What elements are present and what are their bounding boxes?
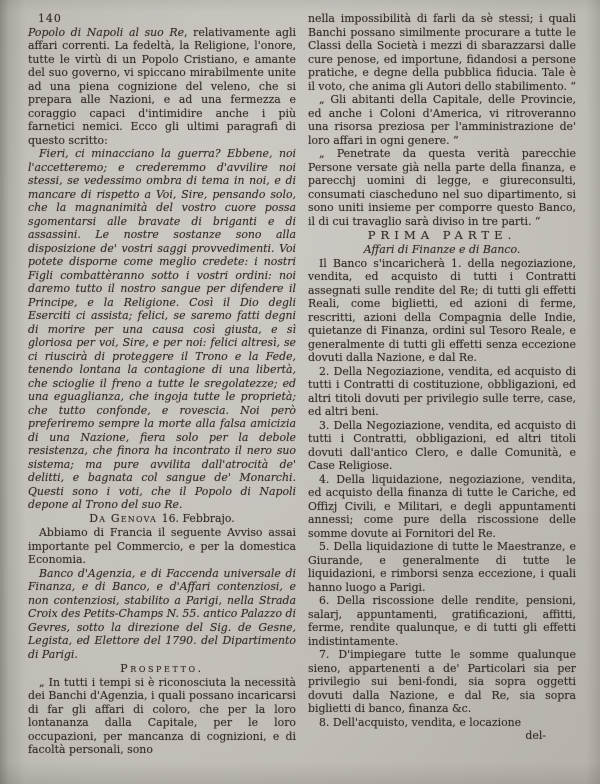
- two-column-layout: [28, 12, 584, 757]
- text-paragraph: 2. Della Negoziazione, vendita, ed acquisto di tutti i Contratti di costituzione, obbligazioni, ed altri titoli dovuti per privilegio sulle terre, case, ed altri beni.: [308, 364, 576, 418]
- text-run: 16. Febbrajo.: [161, 512, 235, 525]
- text-paragraph: „ Penetrate da questa verità parecchie Persone versate già nella parte della finanza, e parecchj uomini di legge, e giureconsulti, consumati ciascheduno nel suo dipartimento, si sono uniti insieme per comporre questo Banco, il di cui travaglio sarà diviso in tre parti. “: [308, 147, 576, 228]
- text-paragraph: 5. Della liquidazione di tutte le Maestranze, e Giurande, e generalmente di tutte le liquidazioni, e rimborsi senza eccezione, i quali hanno luogo a Parigi.: [308, 540, 576, 594]
- text-paragraph: 3. Della Negoziazione, vendita, ed acquisto di tutti i Contratti, obbligazioni, ed altri titoli dovuti dall'antico Clero, e dalle Comunità, e Case Religiose.: [308, 418, 576, 472]
- right-column-text: [308, 12, 576, 743]
- text-paragraph: Abbiamo di Francia il seguente Avviso assai importante pel Commercio, e per la domestica Economia.: [28, 526, 296, 566]
- left-column: [28, 12, 296, 757]
- section-heading: Prospetto.: [120, 661, 204, 675]
- section-heading: PRIMA PARTE.: [367, 227, 517, 242]
- text-run: Da Genova: [89, 512, 162, 525]
- text-paragraph: Il Banco s'incaricherà 1. della negoziazione, vendita, ed acquisto di tutti i Contratti assegnati sulle rendite del Re; di tutti gli effetti Reali, come biglietti, ed azioni di ferme, rescritti, azioni della Compagnia delle Indie, quietanze di Finanza, ordini sul Tesoro Reale, e generalmente di tutti gli effetti senza eccezione dovuti dalla Nazione, e dal Re.: [308, 256, 576, 364]
- text-paragraph: „ In tutti i tempi si è riconosciuta la necessità dei Banchi d'Agenzia, i quali possano incaricarsi di far gli affari di coloro, che per la loro lontananza dalla Capitale, per le loro occupazioni, per mancanza di cognizioni, e di facoltà personali, sono: [28, 675, 296, 756]
- section-heading: Affari di Finanze e di Banco.: [363, 242, 521, 256]
- catchword: del-: [525, 729, 546, 742]
- text-run: , relativamente agli affari correnti. La fedeltà, la Religione, l'onore, tutte le virtù di un Popolo Cristiano, e amante del suo governo, vi spiccano mirabilmente unite ad una piena cognizione del veleno, che si prepara alle Nazioni, e ad una fermezza e coraggio capaci d'intimidire anche i più farnetici nemici. Ecco gli ultimi paragrafi di questo scritto:: [28, 25, 296, 147]
- section-heading: [28, 512, 296, 526]
- text-run: Popolo di Napoli al suo Re: [28, 25, 185, 39]
- text-paragraph: 7. D'impiegare tutte le somme qualunque sieno, appartenenti a de' Particolari sia per privilegio sui beni-fondi, sia sopra oggetti dovuti dalla Nazione, e dal Re, sia sopra biglietti di banco, finanza &c.: [308, 648, 576, 715]
- text-paragraph: 6. Della riscossione delle rendite, pensioni, salarj, appuntamenti, gratificazioni, affitti, ferme, rendite qualunque, e di tutti gli effetti indistintamente.: [308, 594, 576, 648]
- text-paragraph: Fieri, ci minacciano la guerra? Ebbene, noi l'accetteremo; e crederemmo d'avvilire noi stessi, se vedessimo ombra di tema in noi, e di mancare di rispetto a Voi, Sire, pensando solo, che la magnanimità del vostro cuore possa sgomentarsi alle bravate di briganti e di assassini. Le nostre sostanze sono alla disposizione de' vostri saggi provvedimenti. Voi potete disporne come meglio credete: i nostri Figli combattèranno sotto i vostri ordini: noi daremo tutto il nostro sangue per difendere il Principe, e la Religione. Così il Dio degli Eserciti ci assista; felici, se saremo fatti degni di morire per una causa così giusta, e sì gloriosa per voi, Sire, e per noi: felici altresì, se ci riuscirà di proteggere il Trono e la Fede, tenendo lontana la contagione di una libertà, che scioglie il freno a tutte le sregolatezze; ed una eguaglianza, che ingoja tutte le proprietà; che tutto confonde, e rovescia. Noi però preferiremo sempre la morte alla falsa amicizia di una Nazione, fiera solo per la debole resistenza, che finora ha incontrato il nero suo sistema; ma pure avvilita dall'atrocità de' delitti, e bagnata col sangue de' Monarchi. Questi sono i voti, che il Popolo di Napoli depone al Trono del suo Re.: [28, 147, 296, 511]
- text-paragraph: [28, 26, 296, 148]
- text-paragraph: 4. Della liquidazione, negoziazione, vendita, ed acquisto della finanza di tutte le Cariche, ed Offizj Civili, e Militari, e degli appuntamenti annessi; come pure della riscossione delle somme dovute ai Fornitori del Re.: [308, 472, 576, 540]
- text-paragraph: nella impossibilità di farli da sè stessi; i quali Banchi possano similmente procurare a tutte le Classi della Società i mezzi di sbarazzarsi dalle cure penose, ed importune, fidandosi a persone pratiche, e degne della pubblica fiducia. Tale è il voto, che anima gli Autori dello stabilimento. “: [308, 12, 576, 93]
- text-paragraph: Banco d'Agenzia, e di Faccenda universale di Finanza, e di Banco, e d'Affari contenziosi, e non contenziosi, stabilito a Parigi, nella Strada Croix des Petits-Champs N. 55. antico Palazzo di Gevres, sotto la direzione del Sig. de Gesne, Legista, ed Elettore del 1790. del Dipartimento di Parigi.: [28, 566, 296, 661]
- text-paragraph: 8. Dell'acquisto, vendita, e locazione: [319, 715, 522, 729]
- left-column-text: [28, 26, 296, 757]
- page-number: 140: [38, 12, 62, 25]
- text-paragraph: „ Gli abitanti della Capitale, delle Provincie, ed anche i Coloni d'America, vi ritroveranno una risorsa preziosa per l'amministrazione de' loro affari in ogni genere. “: [308, 93, 576, 147]
- right-column: [308, 12, 576, 757]
